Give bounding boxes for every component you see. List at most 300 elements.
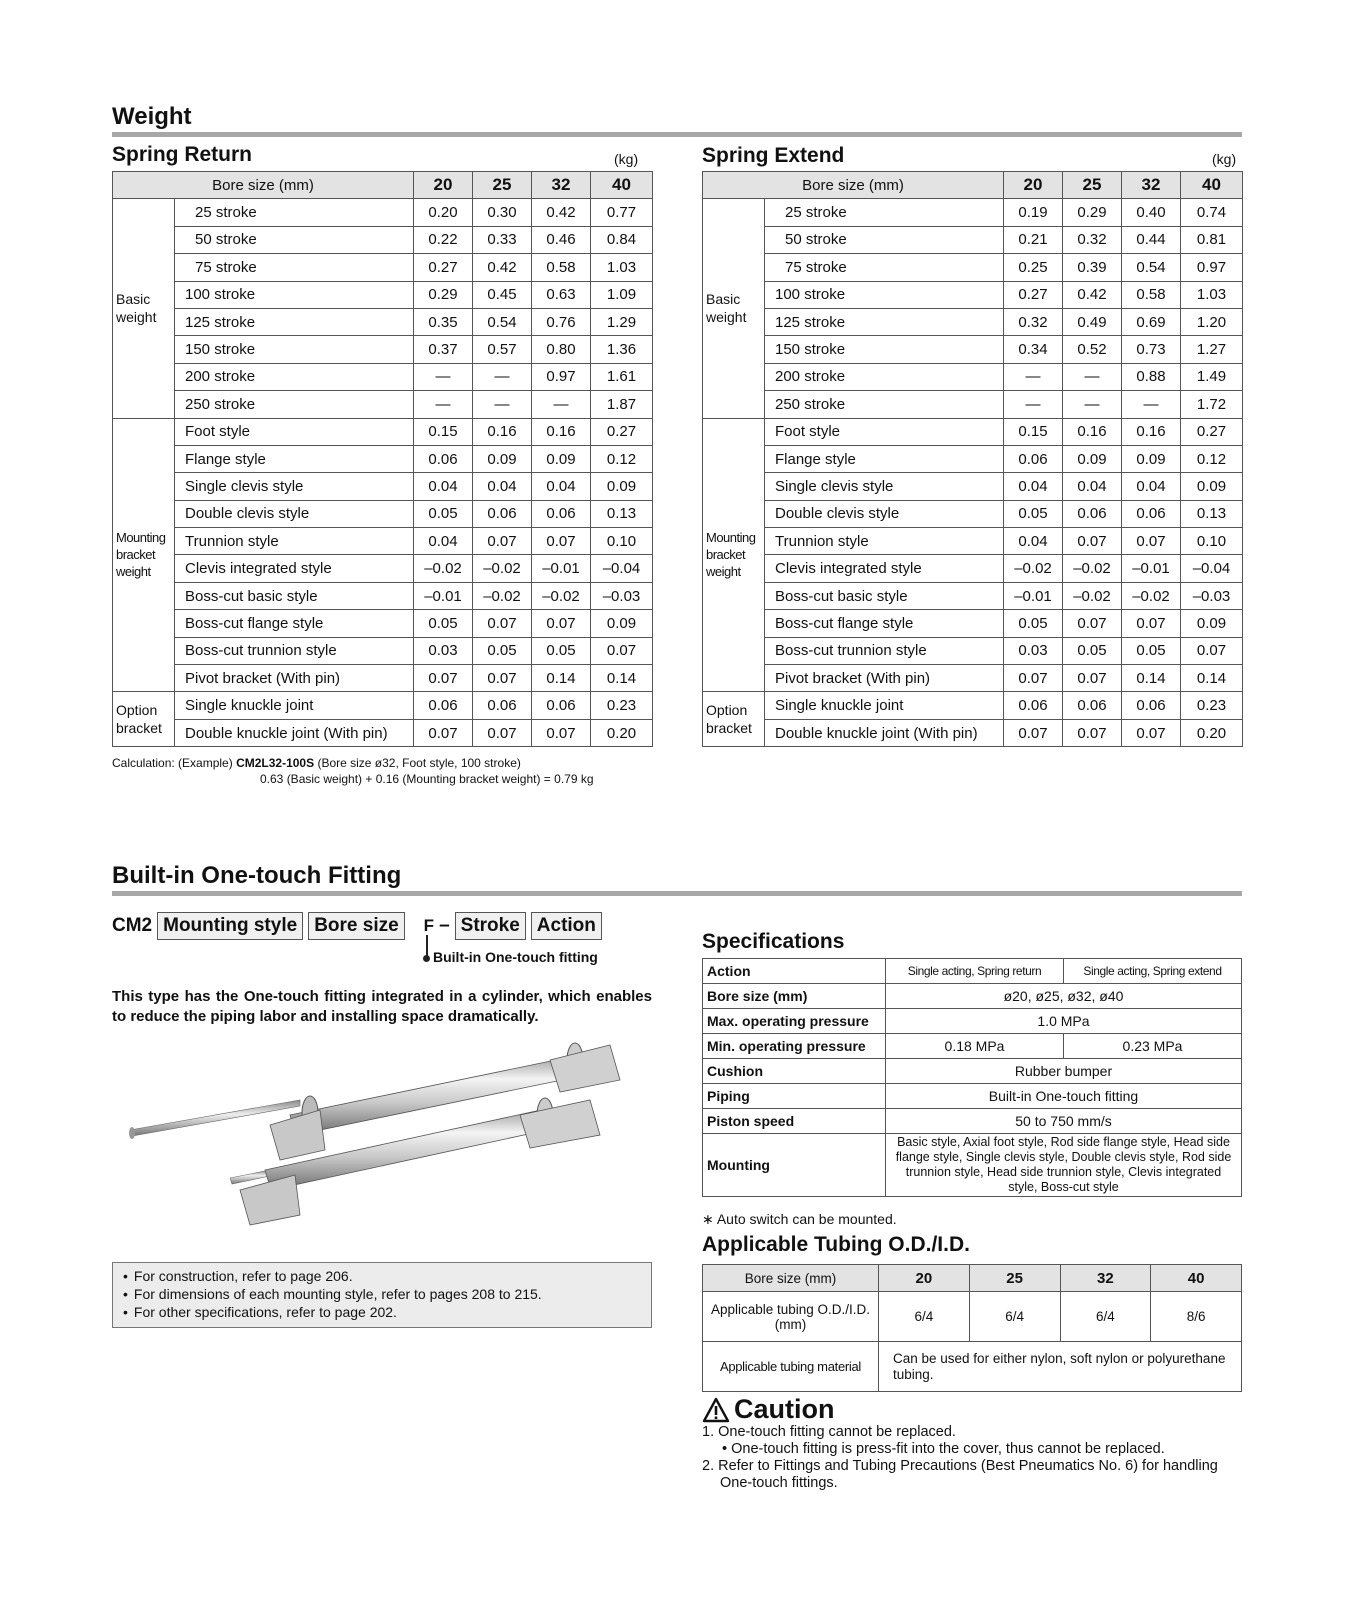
- weight-value: 0.49: [1063, 308, 1122, 335]
- fitting-section-title: Built-in One-touch Fitting: [112, 862, 1242, 896]
- spec-label: Piston speed: [703, 1109, 886, 1134]
- code-bore-size: Bore size: [308, 912, 404, 940]
- weight-value: 0.39: [1063, 254, 1122, 281]
- weight-value: –0.04: [1181, 555, 1243, 582]
- weight-value: 0.07: [1122, 528, 1181, 555]
- weight-value: 0.34: [1004, 336, 1063, 363]
- weight-value: 0.21: [1004, 226, 1063, 253]
- weight-value: 0.16: [532, 418, 591, 445]
- weight-value: 0.05: [414, 500, 473, 527]
- weight-value: 0.35: [414, 308, 473, 335]
- weight-value: —: [1004, 363, 1063, 390]
- calculation-line-1: [112, 755, 594, 771]
- weight-row-label: 100 stroke: [765, 281, 1004, 308]
- weight-value: 0.04: [414, 528, 473, 555]
- weight-value: —: [473, 391, 532, 418]
- weight-value: 0.04: [1004, 473, 1063, 500]
- weight-row: [703, 254, 1243, 281]
- tubing-header-size: 32: [1060, 1265, 1151, 1292]
- weight-value: 0.07: [1122, 610, 1181, 637]
- weight-value: –0.02: [1122, 582, 1181, 609]
- fitting-description: This type has the One-touch fitting integrated in a cylinder, which enables to reduce the piping labor and installing space dramatically.: [112, 988, 652, 1025]
- tubing-odid-value: 6/4: [1060, 1292, 1151, 1342]
- weight-value: 0.74: [1181, 199, 1243, 226]
- weight-row: [703, 226, 1243, 253]
- weight-row-label: 50 stroke: [175, 226, 414, 253]
- weight-row-label: Boss-cut basic style: [765, 582, 1004, 609]
- bore-size-column-header: 40: [1181, 172, 1243, 199]
- spring-return-weight-table: [112, 171, 653, 747]
- weight-value: 0.07: [1063, 719, 1122, 746]
- weight-value: 0.07: [1181, 637, 1243, 664]
- weight-value: 0.03: [414, 637, 473, 664]
- weight-value: —: [1063, 391, 1122, 418]
- code-prefix: CM2: [112, 915, 153, 936]
- weight-value: –0.03: [1181, 582, 1243, 609]
- tubing-header-row: [703, 1265, 1242, 1292]
- spec-label: Max. operating pressure: [703, 1009, 886, 1034]
- weight-value: 0.07: [1004, 719, 1063, 746]
- weight-row-label: Clevis integrated style: [175, 555, 414, 582]
- weight-row-label: 150 stroke: [175, 336, 414, 363]
- weight-row: [113, 500, 653, 527]
- weight-value: —: [414, 363, 473, 390]
- weight-value: 0.54: [473, 308, 532, 335]
- spec-row-bore: [703, 984, 1242, 1009]
- weight-value: 0.06: [1122, 500, 1181, 527]
- weight-row-label: Double clevis style: [175, 500, 414, 527]
- weight-value: 0.13: [1181, 500, 1243, 527]
- spec-row-mounting: [703, 1134, 1242, 1197]
- weight-value: –0.01: [1004, 582, 1063, 609]
- weight-value: 0.33: [473, 226, 532, 253]
- weight-value: 0.05: [1122, 637, 1181, 664]
- weight-value: 0.07: [1063, 528, 1122, 555]
- weight-value: 0.03: [1004, 637, 1063, 664]
- calc-model: CM2L32-100S: [236, 756, 315, 770]
- weight-row-label: Foot style: [175, 418, 414, 445]
- caution-title-text: Caution: [734, 1394, 835, 1424]
- weight-value: 0.42: [1063, 281, 1122, 308]
- weight-value: –0.02: [1063, 555, 1122, 582]
- weight-row-label: Pivot bracket (With pin): [175, 665, 414, 692]
- caution-item-1-sub: • One-touch fitting is press-fit into the cover, thus cannot be replaced.: [722, 1441, 1165, 1457]
- weight-value: 1.72: [1181, 391, 1243, 418]
- weight-value: 0.20: [414, 199, 473, 226]
- bore-size-column-header: 32: [532, 172, 591, 199]
- weight-value: –0.02: [473, 555, 532, 582]
- code-f: F: [423, 916, 435, 935]
- bore-size-header: Bore size (mm): [113, 172, 414, 199]
- tubing-odid-label: Applicable tubing O.D./I.D. (mm): [703, 1292, 879, 1342]
- weight-value: 0.07: [591, 637, 653, 664]
- weight-row-label: 25 stroke: [765, 199, 1004, 226]
- weight-row: [113, 254, 653, 281]
- weight-value: 0.14: [591, 665, 653, 692]
- weight-value: 0.06: [473, 692, 532, 719]
- weight-value: 0.16: [1122, 418, 1181, 445]
- weight-row: [703, 692, 1243, 719]
- weight-row-label: Boss-cut basic style: [175, 582, 414, 609]
- weight-value: 0.84: [591, 226, 653, 253]
- weight-value: 0.07: [1004, 665, 1063, 692]
- spec-value: 0.18 MPa: [886, 1034, 1064, 1059]
- caution-title: [702, 1394, 835, 1425]
- weight-value: 0.07: [473, 528, 532, 555]
- weight-row-label: Foot style: [765, 418, 1004, 445]
- caution-item-1: 1. One-touch fitting cannot be replaced.: [702, 1424, 956, 1440]
- weight-value: 0.52: [1063, 336, 1122, 363]
- calculation-example: [112, 755, 594, 787]
- weight-value: 0.32: [1004, 308, 1063, 335]
- code-action: Action: [531, 912, 602, 940]
- weight-value: —: [473, 363, 532, 390]
- weight-value: 0.46: [532, 226, 591, 253]
- calculation-line-2: 0.63 (Basic weight) + 0.16 (Mounting bracket weight) = 0.79 kg: [260, 772, 594, 786]
- spec-row-speed: [703, 1109, 1242, 1134]
- weight-value: —: [532, 391, 591, 418]
- specifications-title: Specifications: [702, 930, 845, 953]
- weight-value: 0.54: [1122, 254, 1181, 281]
- weight-row-label: 100 stroke: [175, 281, 414, 308]
- tubing-odid-row: [703, 1292, 1242, 1342]
- weight-value: 0.09: [591, 610, 653, 637]
- weight-value: 0.04: [1063, 473, 1122, 500]
- weight-value: —: [1122, 391, 1181, 418]
- tubing-title: Applicable Tubing O.D./I.D.: [702, 1233, 970, 1256]
- weight-value: 0.42: [532, 199, 591, 226]
- weight-section-title: Weight: [112, 103, 1242, 137]
- tubing-material-value: Can be used for either nylon, soft nylon or polyurethane tubing.: [879, 1342, 1242, 1392]
- weight-value: 0.06: [414, 692, 473, 719]
- spec-label: Mounting: [703, 1134, 886, 1197]
- weight-value: 0.06: [1063, 500, 1122, 527]
- weight-value: 0.09: [532, 445, 591, 472]
- weight-row: [703, 637, 1243, 664]
- caution-list: [702, 1424, 1242, 1492]
- weight-group-label: Option bracket: [113, 692, 175, 747]
- weight-value: 0.07: [473, 665, 532, 692]
- weight-header-row: [113, 172, 653, 199]
- weight-value: 0.07: [473, 719, 532, 746]
- weight-value: 0.29: [1063, 199, 1122, 226]
- weight-value: 1.87: [591, 391, 653, 418]
- auto-switch-note: ∗ Auto switch can be mounted.: [702, 1211, 897, 1227]
- weight-value: 0.05: [414, 610, 473, 637]
- weight-value: 1.36: [591, 336, 653, 363]
- weight-row: [113, 719, 653, 746]
- spec-label: Action: [703, 959, 886, 984]
- weight-row-label: 200 stroke: [765, 363, 1004, 390]
- weight-value: 0.97: [1181, 254, 1243, 281]
- weight-row: [703, 610, 1243, 637]
- weight-row: [703, 199, 1243, 226]
- weight-value: —: [1063, 363, 1122, 390]
- weight-row: [113, 473, 653, 500]
- weight-value: 0.76: [532, 308, 591, 335]
- weight-row-label: 50 stroke: [765, 226, 1004, 253]
- weight-row: [703, 445, 1243, 472]
- weight-value: 1.09: [591, 281, 653, 308]
- spec-row-action: [703, 959, 1242, 984]
- weight-value: 0.06: [1122, 692, 1181, 719]
- weight-row: [113, 308, 653, 335]
- weight-value: 0.04: [473, 473, 532, 500]
- weight-value: 0.30: [473, 199, 532, 226]
- tubing-table: [702, 1264, 1242, 1392]
- weight-value: 0.05: [473, 637, 532, 664]
- caution-item-2: 2. Refer to Fittings and Tubing Precautions (Best Pneumatics No. 6) for handling One-touch fittings.: [702, 1458, 1218, 1491]
- weight-value: 0.29: [414, 281, 473, 308]
- weight-value: –0.02: [414, 555, 473, 582]
- weight-row-label: Double knuckle joint (With pin): [765, 719, 1004, 746]
- lower-cylinder: [230, 1098, 600, 1225]
- weight-row-label: Boss-cut flange style: [765, 610, 1004, 637]
- weight-row: [113, 665, 653, 692]
- weight-value: 0.40: [1122, 199, 1181, 226]
- weight-group-label: Basic weight: [113, 199, 175, 418]
- weight-value: 0.20: [591, 719, 653, 746]
- weight-row: [113, 610, 653, 637]
- spec-label: Bore size (mm): [703, 984, 886, 1009]
- weight-value: 0.09: [1181, 473, 1243, 500]
- spec-row-piping: [703, 1084, 1242, 1109]
- weight-row-label: 125 stroke: [175, 308, 414, 335]
- weight-value: 0.07: [1063, 610, 1122, 637]
- weight-value: 0.97: [532, 363, 591, 390]
- calc-detail: (Bore size ø32, Foot style, 100 stroke): [314, 756, 521, 770]
- weight-value: 0.88: [1122, 363, 1181, 390]
- weight-value: 0.09: [1122, 445, 1181, 472]
- code-stroke: Stroke: [455, 912, 526, 940]
- weight-value: 0.06: [532, 500, 591, 527]
- weight-row-label: 25 stroke: [175, 199, 414, 226]
- weight-value: 0.04: [414, 473, 473, 500]
- weight-value: 0.07: [414, 665, 473, 692]
- weight-value: 0.05: [1063, 637, 1122, 664]
- spec-value: 50 to 750 mm/s: [886, 1109, 1242, 1134]
- tubing-odid-value: 8/6: [1151, 1292, 1242, 1342]
- weight-value: 0.06: [1063, 692, 1122, 719]
- weight-value: 0.06: [473, 500, 532, 527]
- weight-value: 0.69: [1122, 308, 1181, 335]
- weight-value: —: [414, 391, 473, 418]
- weight-value: 0.07: [1063, 665, 1122, 692]
- weight-value: 0.06: [532, 692, 591, 719]
- weight-row-label: Boss-cut trunnion style: [175, 637, 414, 664]
- weight-row-label: Clevis integrated style: [765, 555, 1004, 582]
- weight-value: 0.27: [1004, 281, 1063, 308]
- weight-row: [703, 473, 1243, 500]
- spec-value: 0.23 MPa: [1064, 1034, 1242, 1059]
- weight-value: –0.01: [414, 582, 473, 609]
- weight-value: 0.57: [473, 336, 532, 363]
- weight-value: 1.03: [1181, 281, 1243, 308]
- weight-row-label: Boss-cut flange style: [175, 610, 414, 637]
- weight-value: 0.09: [591, 473, 653, 500]
- weight-value: 0.32: [1063, 226, 1122, 253]
- bore-size-column-header: 20: [414, 172, 473, 199]
- tubing-material-row: [703, 1342, 1242, 1392]
- weight-value: 0.15: [414, 418, 473, 445]
- model-code: [112, 912, 602, 940]
- weight-row: [113, 528, 653, 555]
- weight-row-label: 150 stroke: [765, 336, 1004, 363]
- weight-value: 0.20: [1181, 719, 1243, 746]
- weight-row: [703, 500, 1243, 527]
- weight-row: [113, 445, 653, 472]
- weight-row-label: Trunnion style: [175, 528, 414, 555]
- tubing-odid-value: 6/4: [969, 1292, 1060, 1342]
- weight-row-label: Flange style: [765, 445, 1004, 472]
- weight-header-row: [703, 172, 1243, 199]
- weight-value: –0.02: [1063, 582, 1122, 609]
- weight-row: [113, 363, 653, 390]
- weight-value: 0.23: [1181, 692, 1243, 719]
- weight-value: 0.05: [1004, 610, 1063, 637]
- weight-value: 1.49: [1181, 363, 1243, 390]
- weight-group-label: Option bracket: [703, 692, 765, 747]
- weight-value: 0.27: [1181, 418, 1243, 445]
- weight-row: [703, 582, 1243, 609]
- weight-value: 0.10: [591, 528, 653, 555]
- weight-row: [703, 418, 1243, 445]
- weight-value: 0.27: [414, 254, 473, 281]
- weight-value: —: [1004, 391, 1063, 418]
- weight-row-label: Single clevis style: [765, 473, 1004, 500]
- bore-size-header: Bore size (mm): [703, 172, 1004, 199]
- annotation-leader-line: [426, 935, 428, 957]
- weight-row: [703, 336, 1243, 363]
- weight-value: 0.77: [591, 199, 653, 226]
- spring-extend-unit: (kg): [1212, 151, 1237, 167]
- weight-value: 1.20: [1181, 308, 1243, 335]
- spec-value: Built-in One-touch fitting: [886, 1084, 1242, 1109]
- weight-row: [113, 637, 653, 664]
- weight-value: 0.44: [1122, 226, 1181, 253]
- bore-size-column-header: 25: [1063, 172, 1122, 199]
- weight-value: 0.42: [473, 254, 532, 281]
- weight-value: 0.12: [1181, 445, 1243, 472]
- weight-value: –0.02: [1004, 555, 1063, 582]
- weight-value: 0.73: [1122, 336, 1181, 363]
- annotation-dot: [423, 955, 430, 962]
- weight-row: [703, 363, 1243, 390]
- weight-group-label: Mounting bracket weight: [703, 418, 765, 692]
- weight-row: [113, 226, 653, 253]
- weight-row-label: Single knuckle joint: [175, 692, 414, 719]
- weight-row: [703, 281, 1243, 308]
- weight-row: [703, 719, 1243, 746]
- weight-row: [113, 391, 653, 418]
- weight-row-label: 125 stroke: [765, 308, 1004, 335]
- weight-value: 0.07: [414, 719, 473, 746]
- weight-value: 0.07: [532, 528, 591, 555]
- spec-row-min-pressure: [703, 1034, 1242, 1059]
- weight-row-label: Single clevis style: [175, 473, 414, 500]
- spec-value: Single acting, Spring extend: [1064, 959, 1242, 984]
- calc-prefix: Calculation: (Example): [112, 756, 237, 770]
- bore-size-column-header: 40: [591, 172, 653, 199]
- weight-value: 0.22: [414, 226, 473, 253]
- weight-value: 0.15: [1004, 418, 1063, 445]
- weight-row: [113, 418, 653, 445]
- tubing-header-bore: Bore size (mm): [703, 1265, 879, 1292]
- weight-row: [703, 555, 1243, 582]
- weight-value: 1.03: [591, 254, 653, 281]
- weight-row: [113, 336, 653, 363]
- spec-value: Rubber bumper: [886, 1059, 1242, 1084]
- spec-value: Basic style, Axial foot style, Rod side flange style, Head side flange style, Single clevis style, Double clevis style, Rod side trunnion style, Head side trunnion style, Clevis integrated style, Boss-cut style: [886, 1134, 1242, 1197]
- weight-value: 0.04: [1004, 528, 1063, 555]
- weight-value: –0.03: [591, 582, 653, 609]
- tubing-header-size: 40: [1151, 1265, 1242, 1292]
- note-dimensions: • For dimensions of each mounting style, refer to pages 208 to 215.: [123, 1285, 641, 1303]
- weight-row-label: Double clevis style: [765, 500, 1004, 527]
- weight-value: 0.09: [1063, 445, 1122, 472]
- weight-row: [703, 391, 1243, 418]
- weight-value: 0.04: [532, 473, 591, 500]
- spec-row-max-pressure: [703, 1009, 1242, 1034]
- weight-value: 1.61: [591, 363, 653, 390]
- weight-value: 0.06: [1004, 445, 1063, 472]
- weight-value: 0.06: [414, 445, 473, 472]
- weight-value: 1.29: [591, 308, 653, 335]
- weight-value: 0.13: [591, 500, 653, 527]
- weight-row: [703, 528, 1243, 555]
- spec-label: Piping: [703, 1084, 886, 1109]
- weight-value: 0.63: [532, 281, 591, 308]
- spec-row-cushion: [703, 1059, 1242, 1084]
- weight-value: 0.45: [473, 281, 532, 308]
- weight-row-label: Double knuckle joint (With pin): [175, 719, 414, 746]
- weight-value: 0.37: [414, 336, 473, 363]
- weight-row: [113, 281, 653, 308]
- weight-value: 0.09: [473, 445, 532, 472]
- weight-value: 0.25: [1004, 254, 1063, 281]
- weight-row: [113, 555, 653, 582]
- weight-value: –0.04: [591, 555, 653, 582]
- weight-group-label: Basic weight: [703, 199, 765, 418]
- tubing-header-size: 20: [879, 1265, 970, 1292]
- weight-value: 0.16: [1063, 418, 1122, 445]
- bore-size-column-header: 25: [473, 172, 532, 199]
- weight-value: 0.07: [532, 719, 591, 746]
- weight-group-label: Mounting bracket weight: [113, 418, 175, 692]
- weight-value: 0.27: [591, 418, 653, 445]
- weight-row-label: 250 stroke: [765, 391, 1004, 418]
- cylinder-illustration: [120, 1030, 640, 1240]
- weight-value: 0.09: [1181, 610, 1243, 637]
- weight-value: 0.23: [591, 692, 653, 719]
- weight-row-label: 200 stroke: [175, 363, 414, 390]
- weight-value: –0.01: [532, 555, 591, 582]
- weight-row: [113, 199, 653, 226]
- weight-value: 0.06: [1004, 692, 1063, 719]
- weight-value: 0.10: [1181, 528, 1243, 555]
- weight-value: 0.14: [1122, 665, 1181, 692]
- weight-row-label: Boss-cut trunnion style: [765, 637, 1004, 664]
- spec-value: ø20, ø25, ø32, ø40: [886, 984, 1242, 1009]
- tubing-material-label: Applicable tubing material: [703, 1342, 879, 1392]
- note-other-specs: • For other specifications, refer to page 202.: [123, 1303, 641, 1321]
- weight-value: 0.58: [1122, 281, 1181, 308]
- weight-value: 0.12: [591, 445, 653, 472]
- bore-size-column-header: 20: [1004, 172, 1063, 199]
- code-dash: –: [439, 915, 450, 936]
- weight-value: 0.05: [1004, 500, 1063, 527]
- weight-value: 0.07: [532, 610, 591, 637]
